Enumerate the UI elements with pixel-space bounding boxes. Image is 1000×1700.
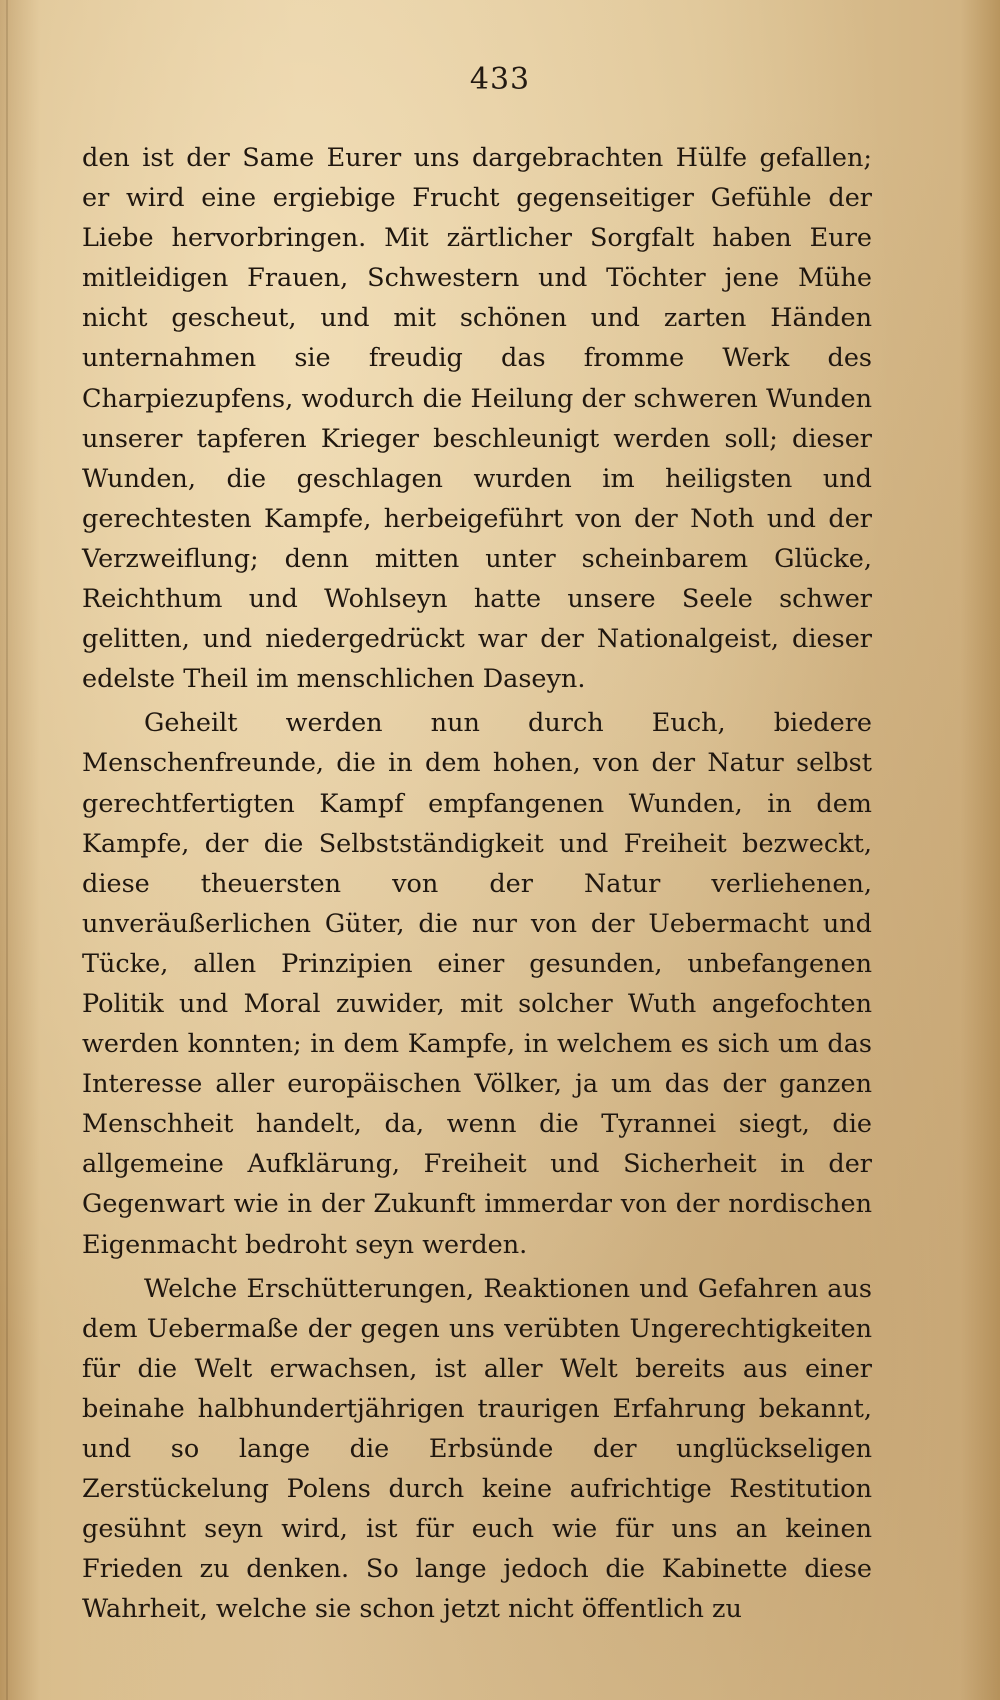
page-number: 433 <box>469 62 531 97</box>
page-body-text <box>82 138 872 1633</box>
paragraph-2: Geheilt werden nun durch Euch, biedere Menschenfreunde, die in dem hohen, von der Natur selbst gerechtfertigten Kampf empfangenen Wunden, in dem Kampfe, der die Selbstständigkeit und Freiheit bezweckt, diese theuersten von der Natur verliehenen, unveräußerlichen Güter, die nur von der Uebermacht und Tücke, allen Prinzipien einer gesunden, unbefangenen Politik und Moral zuwider, mit solcher Wuth angefochten werden konnten; in dem Kampfe, in welchem es sich um das Interesse aller europäischen Völker, ja um das der ganzen Menschheit handelt, da, wenn die Tyrannei siegt, die allgemeine Aufklärung, Freiheit und Sicherheit in der Gegenwart wie in der Zukunft immerdar von der nordischen Eigenmacht bedroht seyn werden. <box>82 708 872 1260</box>
paragraph-1: den ist der Same Eurer uns dargebrachten Hülfe gefallen; er wird eine ergiebige Frucht gegenseitiger Gefühle der Liebe hervorbringen. Mit zärtlicher Sorgfalt haben Eure mitleidigen Frauen, Schwestern und Töchter jene Mühe nicht gescheut, und mit schönen und zarten Händen unternahmen sie freudig das fromme Werk des Charpiezupfens, wodurch die Heilung der schweren Wunden unserer tapferen Krieger beschleunigt werden soll; dieser Wunden, die geschlagen wurden im heiligsten und gerechtesten Kampfe, herbeigeführt von der Noth und der Verzweiflung; denn mitten unter scheinbarem Glücke, Reichthum und Wohlseyn hatte unsere Seele schwer gelitten, und niedergedrückt war der Nationalgeist, dieser edelste Theil im menschlichen Daseyn. <box>82 143 872 695</box>
paragraph-3: Welche Erschütterungen, Reaktionen und Gefahren aus dem Uebermaße der gegen uns verübten Ungerechtigkeiten für die Welt erwachsen, ist aller Welt bereits aus einer beinahe halbhundertjährigen traurigen Erfahrung bekannt, und so lange die Erbsünde der unglückseligen Zerstückelung Polens durch keine aufrichtige Restitution gesühnt seyn wird, ist für euch wie für uns an keinen Frieden zu denken. So lange jedoch die Kabinette diese Wahrheit, welche sie schon jetzt nicht öffentlich zu <box>82 1273 872 1625</box>
page-fold-shadow <box>6 0 8 1700</box>
